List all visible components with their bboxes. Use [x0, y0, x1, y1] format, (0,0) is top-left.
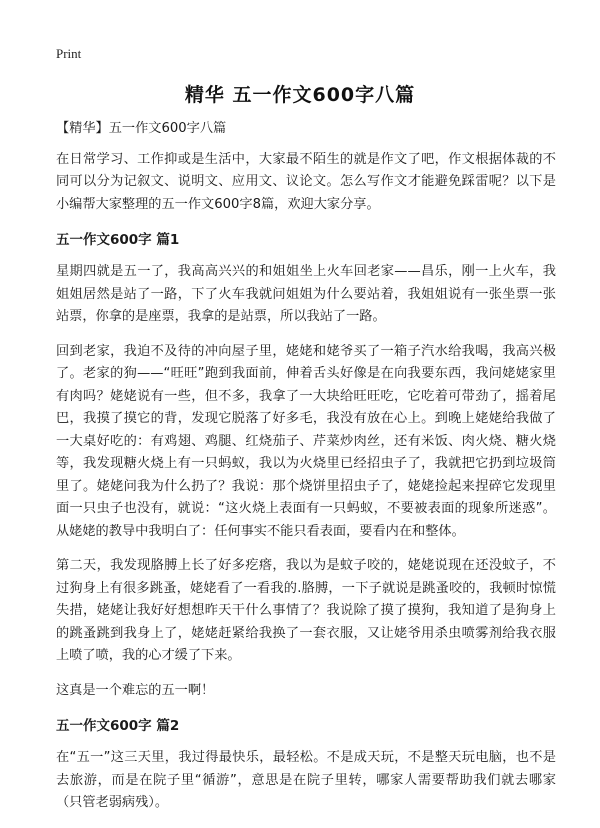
article-body: [56, 118, 556, 827]
paragraph: 第二天，我发现胳膊上长了好多疙瘩，我以为是蚊子咬的，姥姥说现在还没蚊子，不过狗身上有很多跳蚤，姥姥看了一看我的.胳膊，一下子就说是跳蚤咬的，我顿时惊慌失措，姥姥让我好好想想昨天干什么事情了？我说除了摸了摸狗，我知道了是狗身上的跳蚤跳到我身上了，姥姥赶紧给我换了一套衣服，又让姥爷用杀虫喷雾剂给我衣服上喷了喷，我的心才缓了下来。: [56, 558, 556, 663]
paragraph: 回到老家，我迫不及待的冲向屋子里，姥姥和姥爷买了一箱子汽水给我喝，我高兴极了。老家的狗——“旺旺”跑到我面前，伸着舌头好像是在向我要东西，我问姥姥家里有肉吗？姥姥说有一些，但不多，我拿了一大块给旺旺吃，它吃着可带劲了，摇着尾巴，我摸了摸它的背，发现它脱落了好多毛，我没有放在心上。到晚上姥姥给我做了一大桌好吃的：有鸡翅、鸡腿、红烧茄子、芹菜炒肉丝，还有米饭、肉火烧、糖火烧等，我发现糖火烧上有一只蚂蚁，我以为火烧里已经招虫子了，我就把它扔到垃圾筒里了。姥姥问我为什么扔了？我说：那个烧饼里招虫子了，姥姥捡起来捏碎它发现里面一只虫子也没有，就说：“这火烧上表面有一只蚂蚁，不要被表面的现象所迷惑”。从姥姥的教导中我明白了：任何事实不能只看表面，要看内在和整体。: [56, 343, 556, 539]
paragraph: 这真是一个难忘的五一啊！: [56, 682, 215, 698]
section-heading-1: 五一作文600字 篇1: [56, 232, 180, 248]
paragraph: 在“五一”这三天里，我过得最快乐，最轻松。不是成天玩，不是整天玩电脑，也不是去旅游，而是在院子里“循游”，意思是在院子里转，哪家人需要帮助我们就去哪家（只管老弱病残）。: [56, 750, 556, 810]
print-link[interactable]: Print: [56, 46, 82, 61]
paragraph: 星期四就是五一了，我高高兴兴的和姐姐坐上火车回老家——昌乐，刚一上火车，我姐姐居然是站了一路，下了火车我就问姐姐为什么要站着，我姐姐说有一张坐票一张站票，你拿的是座票，我拿的是站票，所以我站了一路。: [56, 264, 556, 324]
article-lead: 【精华】五一作文600字八篇: [56, 121, 227, 136]
page-title: 精华 五一作文600字八篇: [184, 84, 416, 106]
section-heading-2: 五一作文600字 篇2: [56, 718, 180, 734]
article-intro: 在日常学习、工作抑或是生活中，大家最不陌生的就是作文了吧，作文根据体裁的不同可以分为记叙文、说明文、应用文、议论文。怎么写作文才能避免踩雷呢？以下是小编帮大家整理的五一作文600字8篇，欢迎大家分享。: [56, 151, 556, 212]
